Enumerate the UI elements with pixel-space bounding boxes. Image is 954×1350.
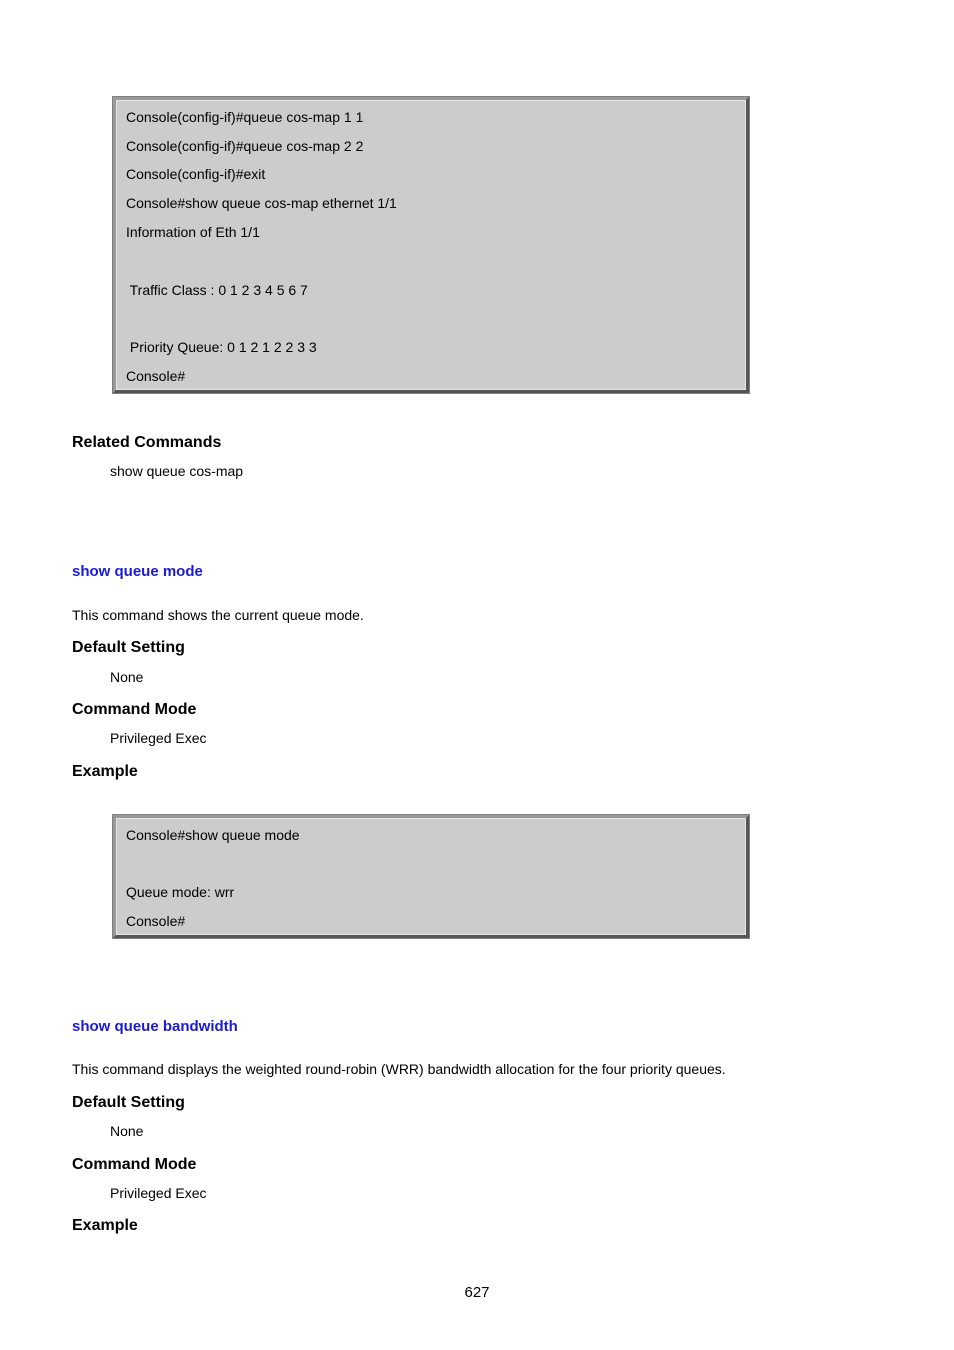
command-description: This command shows the current queue mode. bbox=[72, 607, 364, 623]
code-line: Information of Eth 1/1 bbox=[126, 224, 260, 240]
related-command-item: show queue cos-map bbox=[110, 463, 244, 479]
code-line: Console# bbox=[126, 913, 186, 929]
code-line: Queue mode: wrr bbox=[126, 884, 235, 900]
code-line: Console(config-if)#queue cos-map 1 1 bbox=[126, 109, 364, 125]
code-line: Console#show queue mode bbox=[126, 827, 300, 843]
code-example-queue-mode bbox=[113, 815, 749, 938]
example-heading: Example bbox=[72, 1217, 138, 1234]
default-setting-value: None bbox=[110, 1123, 144, 1139]
page-number: 627 bbox=[464, 1284, 490, 1301]
command-title-show-queue-mode: show queue mode bbox=[72, 563, 203, 580]
code-line: Console#show queue cos-map ethernet 1/1 bbox=[126, 195, 397, 211]
code-line: Traffic Class : 0 1 2 3 4 5 6 7 bbox=[126, 282, 308, 298]
default-setting-heading: Default Setting bbox=[72, 1094, 185, 1111]
example-heading: Example bbox=[72, 763, 138, 780]
code-line: Console(config-if)#queue cos-map 2 2 bbox=[126, 138, 364, 154]
command-mode-value: Privileged Exec bbox=[110, 730, 207, 746]
code-line: Priority Queue: 0 1 2 1 2 2 3 3 bbox=[126, 339, 317, 355]
command-mode-value: Privileged Exec bbox=[110, 1185, 207, 1201]
code-box-inner bbox=[116, 100, 746, 390]
default-setting-heading: Default Setting bbox=[72, 639, 185, 656]
command-title-show-queue-bandwidth: show queue bandwidth bbox=[72, 1018, 238, 1035]
command-mode-heading: Command Mode bbox=[72, 701, 197, 718]
code-line: Console(config-if)#exit bbox=[126, 166, 266, 182]
code-line: Console# bbox=[126, 368, 186, 384]
command-description: This command displays the weighted round-robin (WRR) bandwidth allocation for the four priority queues. bbox=[72, 1061, 726, 1077]
code-example-cos-map bbox=[113, 97, 749, 393]
default-setting-value: None bbox=[110, 669, 144, 685]
related-commands-heading: Related Commands bbox=[72, 434, 222, 451]
code-box-inner bbox=[116, 818, 746, 935]
command-mode-heading: Command Mode bbox=[72, 1156, 197, 1173]
